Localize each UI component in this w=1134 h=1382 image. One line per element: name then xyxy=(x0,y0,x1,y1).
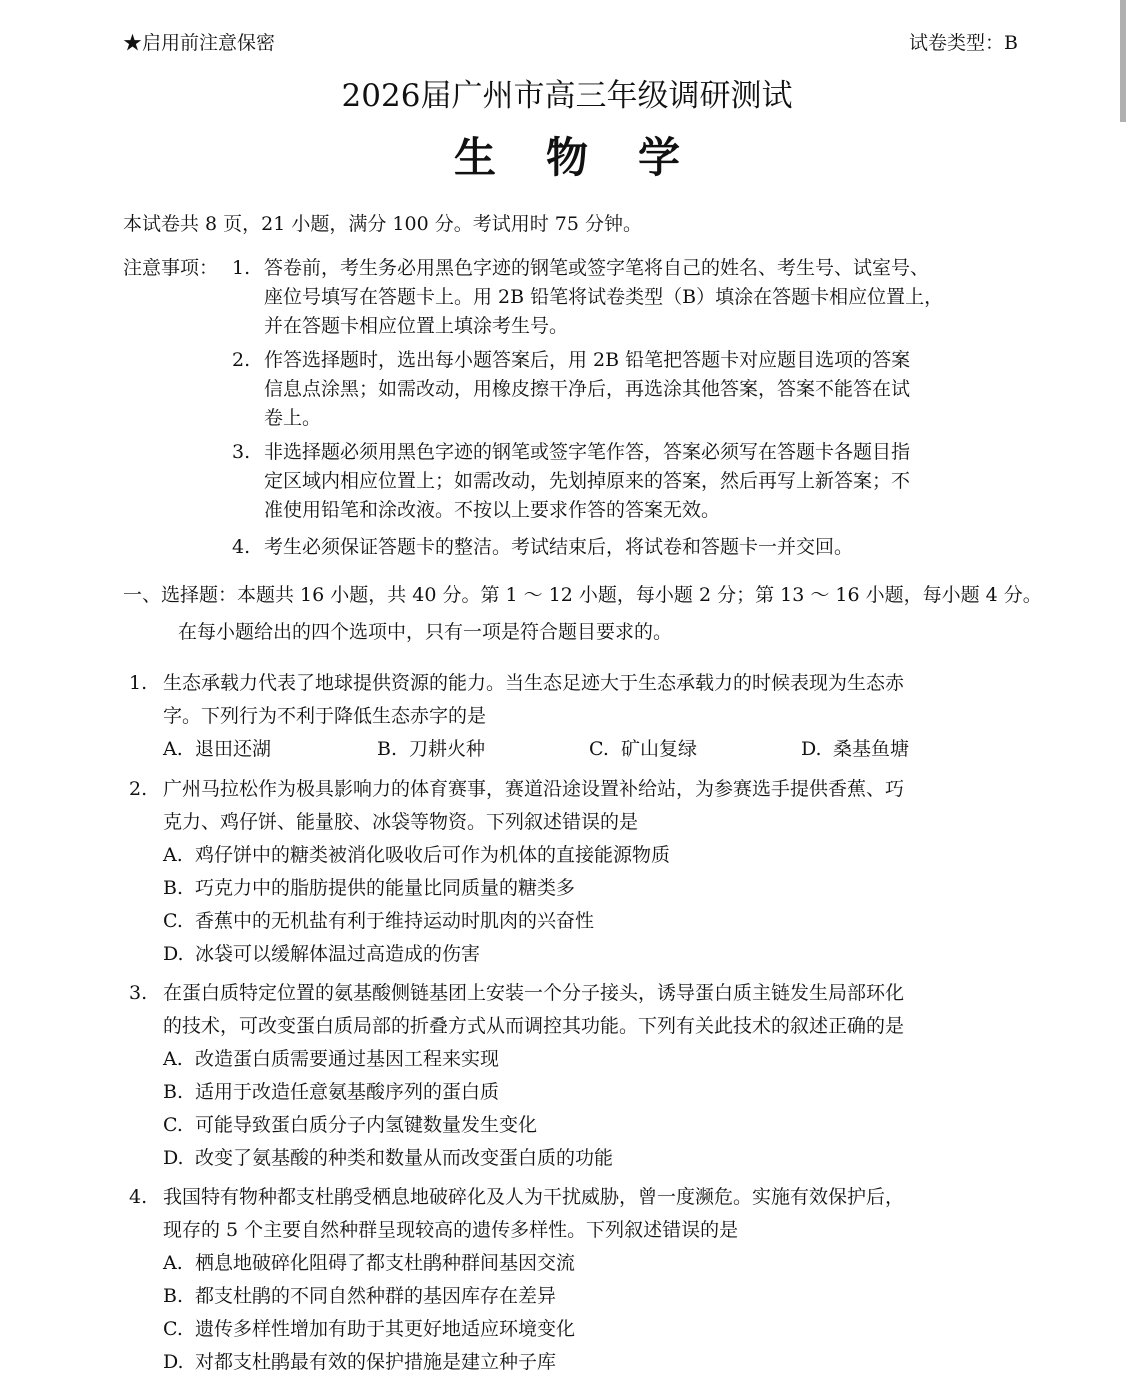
option-text: 退田还湖 xyxy=(195,738,272,760)
option-text: 刀耕火种 xyxy=(409,738,486,760)
question-stem-line: 现存的 5 个主要自然种群呈现较高的遗传多样性。下列叙述错误的是 xyxy=(163,1219,739,1241)
question-stem-line: 广州马拉松作为极具影响力的体育赛事，赛道沿途设置补给站，为参赛选手提供香蕉、巧 xyxy=(163,778,905,800)
option-letter: A. xyxy=(163,1252,183,1274)
option-c[interactable] xyxy=(163,1116,537,1135)
note-line: 并在答题卡相应位置上填涂考生号。 xyxy=(264,315,569,337)
note-line: 非选择题必须用黑色字迹的钢笔或签字笔作答，答案必须写在答题卡各题目指 xyxy=(264,441,911,463)
option-letter: D. xyxy=(163,1147,184,1169)
question-number: 3. xyxy=(129,982,148,1004)
note-line: 作答选择题时，选出每小题答案后，用 2B 铅笔把答题卡对应题目选项的答案 xyxy=(264,349,911,371)
paper-info: 本试卷共 8 页，21 小题，满分 100 分。考试用时 75 分钟。 xyxy=(123,213,642,235)
option-text: 适用于改造任意氨基酸序列的蛋白质 xyxy=(195,1081,500,1103)
exam-title: 2026届广州市高三年级调研测试 xyxy=(341,78,793,114)
option-text: 桑基鱼塘 xyxy=(833,738,910,760)
option-text: 冰袋可以缓解体温过高造成的伤害 xyxy=(195,943,481,965)
option-c[interactable] xyxy=(163,912,594,931)
option-d[interactable] xyxy=(163,945,480,964)
option-text: 鸡仔饼中的糖类被消化吸收后可作为机体的直接能源物质 xyxy=(195,844,671,866)
question-stem-line: 克力、鸡仔饼、能量胶、冰袋等物资。下列叙述错误的是 xyxy=(163,811,639,833)
note-line: 卷上。 xyxy=(264,407,322,429)
option-b[interactable] xyxy=(377,740,485,759)
option-d[interactable] xyxy=(163,1353,556,1372)
option-c[interactable] xyxy=(589,740,697,759)
option-a[interactable] xyxy=(163,846,670,865)
option-c[interactable] xyxy=(163,1320,575,1339)
subject-title: 生物学 xyxy=(453,133,730,182)
note-line: 考生必须保证答题卡的整洁。考试结束后，将试卷和答题卡一并交回。 xyxy=(264,536,854,558)
option-text: 改造蛋白质需要通过基因工程来实现 xyxy=(195,1048,500,1070)
question-stem-line: 字。下列行为不利于降低生态赤字的是 xyxy=(163,705,487,727)
section-subheading: 在每小题给出的四个选项中，只有一项是符合题目要求的。 xyxy=(178,621,673,643)
option-a[interactable] xyxy=(163,1254,575,1273)
note-line: 准使用铅笔和涂改液。不按以上要求作答的答案无效。 xyxy=(264,499,721,521)
question-stem-line: 在蛋白质特定位置的氨基酸侧链基团上安装一个分子接头，诱导蛋白质主链发生局部环化 xyxy=(163,982,905,1004)
option-letter: D. xyxy=(163,943,184,965)
notes-label: 注意事项： xyxy=(123,257,219,279)
question-number: 4. xyxy=(129,1186,148,1208)
option-d[interactable] xyxy=(801,740,909,759)
option-letter: C. xyxy=(163,1114,183,1136)
option-text: 改变了氨基酸的种类和数量从而改变蛋白质的功能 xyxy=(195,1147,614,1169)
option-letter: C. xyxy=(589,738,609,760)
option-letter: D. xyxy=(163,1351,184,1373)
option-b[interactable] xyxy=(163,879,575,898)
paper-type: 试卷类型：B xyxy=(909,32,1018,54)
note-line: 信息点涂黑；如需改动，用橡皮擦干净后，再选涂其他答案，答案不能答在试 xyxy=(264,378,911,400)
note-number: 1. xyxy=(232,257,251,279)
note-number: 2. xyxy=(232,349,251,371)
option-b[interactable] xyxy=(163,1083,499,1102)
option-letter: A. xyxy=(163,844,183,866)
note-line: 座位号填写在答题卡上。用 2B 铅笔将试卷类型（B）填涂在答题卡相应位置上， xyxy=(264,286,944,308)
question-number: 2. xyxy=(129,778,148,800)
option-text: 栖息地破碎化阻碍了都支杜鹃种群间基因交流 xyxy=(195,1252,576,1274)
option-letter: A. xyxy=(163,738,183,760)
option-text: 都支杜鹃的不同自然种群的基因库存在差异 xyxy=(195,1285,557,1307)
option-letter: C. xyxy=(163,910,183,932)
question-stem-line: 我国特有物种都支杜鹃受栖息地破碎化及人为干扰威胁，曾一度濒危。实施有效保护后， xyxy=(163,1186,905,1208)
note-line: 定区域内相应位置上；如需改动，先划掉原来的答案，然后再写上新答案；不 xyxy=(264,470,911,492)
option-a[interactable] xyxy=(163,1050,499,1069)
note-number: 4. xyxy=(232,536,251,558)
option-text: 巧克力中的脂肪提供的能量比同质量的糖类多 xyxy=(195,877,576,899)
option-letter: B. xyxy=(377,738,398,760)
option-text: 可能导致蛋白质分子内氢键数量发生变化 xyxy=(195,1114,538,1136)
option-letter: A. xyxy=(163,1048,183,1070)
option-d[interactable] xyxy=(163,1149,613,1168)
section-heading: 一、选择题：本题共 16 小题，共 40 分。第 1 ～ 12 小题，每小题 2 分；第 13 ～ 16 小题，每小题 4 分。 xyxy=(123,584,1042,606)
option-letter: C. xyxy=(163,1318,183,1340)
option-letter: D. xyxy=(801,738,822,760)
option-text: 对都支杜鹃最有效的保护措施是建立种子库 xyxy=(195,1351,557,1373)
option-text: 香蕉中的无机盐有利于维持运动时肌肉的兴奋性 xyxy=(195,910,595,932)
question-number: 1. xyxy=(129,672,148,694)
option-letter: B. xyxy=(163,1081,184,1103)
confidential-notice: ★启用前注意保密 xyxy=(123,32,276,54)
option-text: 遗传多样性增加有助于其更好地适应环境变化 xyxy=(195,1318,576,1340)
note-line: 答卷前，考生务必用黑色字迹的钢笔或签字笔将自己的姓名、考生号、试室号、 xyxy=(264,257,930,279)
option-b[interactable] xyxy=(163,1287,556,1306)
option-text: 矿山复绿 xyxy=(621,738,698,760)
note-number: 3. xyxy=(232,441,251,463)
option-letter: B. xyxy=(163,1285,184,1307)
question-stem-line: 生态承载力代表了地球提供资源的能力。当生态足迹大于生态承载力的时候表现为生态赤 xyxy=(163,672,905,694)
option-letter: B. xyxy=(163,877,184,899)
question-stem-line: 的技术，可改变蛋白质局部的折叠方式从而调控其功能。下列有关此技术的叙述正确的是 xyxy=(163,1015,905,1037)
option-a[interactable] xyxy=(163,740,271,759)
